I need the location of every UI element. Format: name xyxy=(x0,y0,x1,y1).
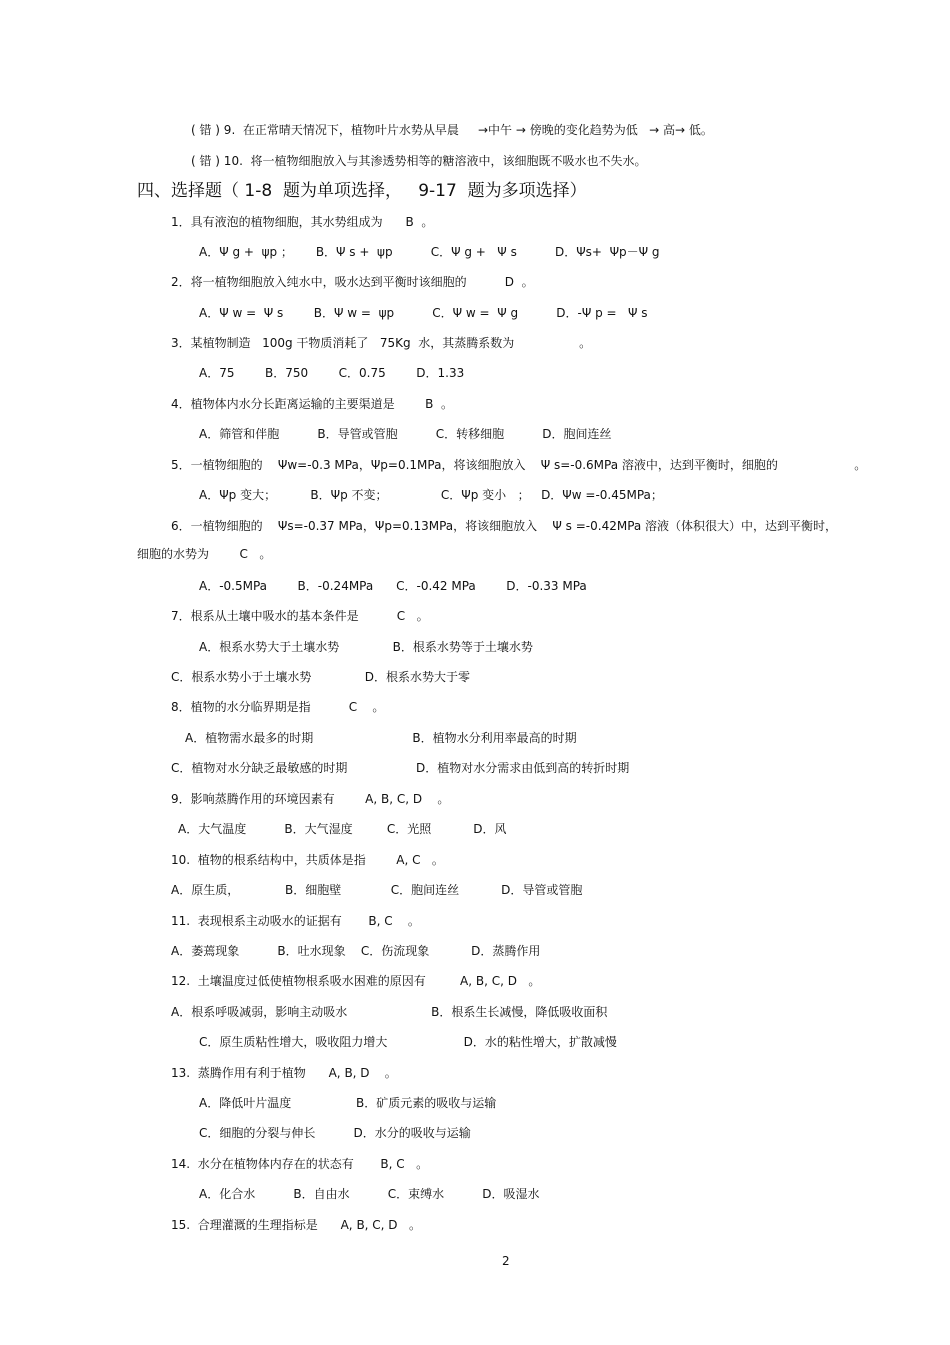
question-2-options: A．Ψ w = Ψ s B．Ψ w = ψp C．Ψ w = Ψ g D．-Ψ p = Ψ s xyxy=(199,306,648,320)
question-11-options: A．萎蔫现象 B．吐水现象 C．伤流现象 D．蒸腾作用 xyxy=(171,944,541,958)
question-10-options: A．原生质， B．细胞壁 C．胞间连丝 D．导管或管胞 xyxy=(171,883,583,897)
question-6: 6．一植物细胞的 Ψs=-0.37 MPa，Ψp=0.13MPa，将该细胞放入 Ψ s =-0.42MPa 溶液（体积很大）中，达到平衡时， xyxy=(171,519,838,533)
question-15: 15. 合理灌溉的生理指标是 A, B, C, D 。 xyxy=(171,1218,421,1232)
question-7-options-cd: C．根系水势小于土壤水势 D．根系水势大于零 xyxy=(171,670,471,684)
question-12-options-cd: C．原生质粘性增大，吸收阻力增大 D．水的粘性增大，扩散减慢 xyxy=(199,1035,617,1049)
question-1-options: A．Ψ g + ψp ； B．Ψ s + ψp C．Ψ g + Ψ s D．Ψs+ Ψp－Ψ g xyxy=(199,245,660,259)
question-8-options-cd: C．植物对水分缺乏最敏感的时期 D．植物对水分需求由低到高的转折时期 xyxy=(171,761,630,775)
judgement-item-10: ( 错 ) 10. 将一植物细胞放入与其渗透势相等的糖溶液中，该细胞既不吸水也不失水。 xyxy=(191,154,647,168)
question-12-options-ab: A．根系呼吸减弱，影响主动吸水 B．根系生长减慢，降低吸收面积 xyxy=(171,1005,608,1019)
page-number: 2 xyxy=(502,1254,510,1268)
question-13-options-cd: C．细胞的分裂与伸长 D．水分的吸收与运输 xyxy=(199,1126,471,1140)
judgement-item-9: ( 错 ) 9. 在正常晴天情况下，植物叶片水势从早晨 →中午 → 傍晚的变化趋势为低 → 高→ 低。 xyxy=(191,123,713,137)
question-7: 7．根系从土壤中吸水的基本条件是 C 。 xyxy=(171,609,429,623)
question-9-options: A．大气温度 B．大气湿度 C．光照 D．风 xyxy=(178,822,507,836)
question-10: 10. 植物的根系结构中，共质体是指 A, C 。 xyxy=(171,853,444,867)
question-6-continued: 细胞的水势为 C 。 xyxy=(137,547,272,561)
question-3: 3．某植物制造 100g 干物质消耗了 75Kg 水，其蒸腾系数为 。 xyxy=(171,336,592,350)
question-6-options: A．-0.5MPa B．-0.24MPa C．-0.42 MPa D．-0.33 MPa xyxy=(199,579,587,593)
question-9: 9．影响蒸腾作用的环境因素有 A, B, C, D 。 xyxy=(171,792,450,806)
question-1: 1．具有液泡的植物细胞，其水势组成为 B 。 xyxy=(171,215,434,229)
question-13-options-ab: A．降低叶片温度 B．矿质元素的吸收与运输 xyxy=(199,1096,497,1110)
question-4-options: A．筛管和伴胞 B．导管或管胞 C．转移细胞 D．胞间连丝 xyxy=(199,427,612,441)
question-12: 12. 土壤温度过低使植物根系吸水困难的原因有 A, B, C, D 。 xyxy=(171,974,541,988)
question-2: 2．将一植物细胞放入纯水中，吸水达到平衡时该细胞的 D 。 xyxy=(171,275,534,289)
question-13: 13. 蒸腾作用有利于植物 A, B, D 。 xyxy=(171,1066,397,1080)
question-8-options-ab: A．植物需水最多的时期 B．植物水分利用率最高的时期 xyxy=(185,731,577,745)
question-11: 11. 表现根系主动吸水的证据有 B, C 。 xyxy=(171,914,420,928)
question-14: 14. 水分在植物体内存在的状态有 B, C 。 xyxy=(171,1157,429,1171)
question-4: 4．植物体内水分长距离运输的主要渠道是 B 。 xyxy=(171,397,454,411)
question-5-options: A．Ψp 变大； B．Ψp 不变； C．Ψp 变小 ； D．Ψw =-0.45MPa； xyxy=(199,488,663,502)
question-3-options: A．75 B．750 C．0.75 D．1.33 xyxy=(199,366,465,380)
question-14-options: A．化合水 B．自由水 C．束缚水 D．吸湿水 xyxy=(199,1187,540,1201)
question-7-options-ab: A．根系水势大于土壤水势 B．根系水势等于土壤水势 xyxy=(199,640,533,654)
question-8: 8．植物的水分临界期是指 C 。 xyxy=(171,700,385,714)
question-5: 5．一植物细胞的 Ψw=-0.3 MPa，Ψp=0.1MPa，将该细胞放入 Ψ s=-0.6MPa 溶液中，达到平衡时，细胞的 。 xyxy=(171,458,867,472)
section-title: 四、选择题（ 1-8 题为单项选择， 9-17 题为多项选择） xyxy=(137,181,587,201)
